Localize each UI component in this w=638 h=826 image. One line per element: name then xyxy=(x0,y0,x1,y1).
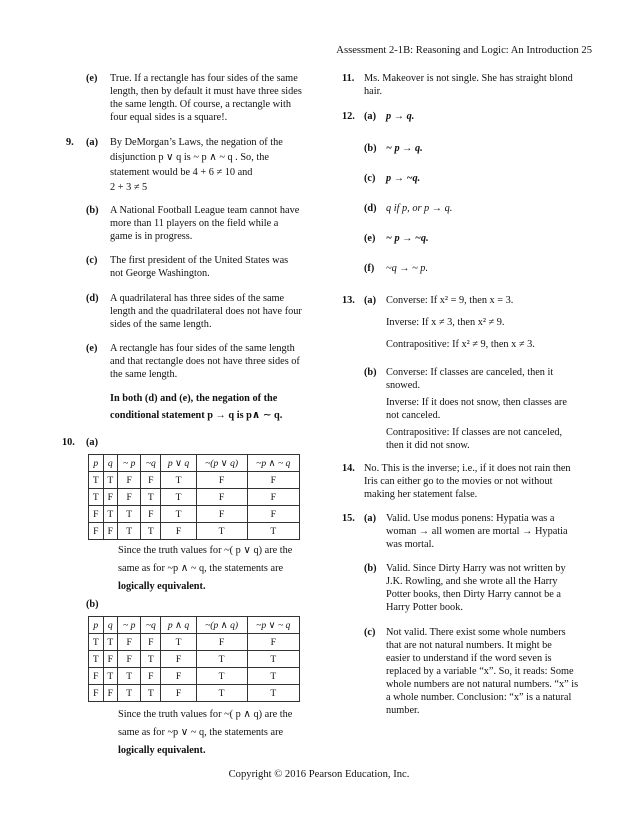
answer-10a-text xyxy=(118,544,318,593)
answer-8e xyxy=(110,72,310,124)
table-cell: F xyxy=(161,685,196,702)
inverse-line: Inverse: If x ≠ 3, then x² ≠ 9. xyxy=(386,317,505,328)
table-cell: F xyxy=(161,668,196,685)
table-cell: F xyxy=(118,651,141,668)
item-label-15c: (c) xyxy=(364,627,376,638)
text-line: woman → all women are mortal → Hypatia xyxy=(386,526,568,537)
table-cell: F xyxy=(141,668,161,685)
table-row xyxy=(89,634,300,651)
answer-12d: q if p, or p → q. xyxy=(386,203,453,214)
item-label-13a: (a) xyxy=(364,295,377,306)
table-cell: T xyxy=(103,668,118,685)
text-line: same as for ~p ∧ ~ q, the statements are xyxy=(118,563,284,574)
table-cell: ~ p xyxy=(118,455,141,472)
text-line: Valid. Use modus ponens: Hypatia was a xyxy=(386,513,555,524)
answer-14 xyxy=(364,462,604,501)
answer-9b xyxy=(110,204,310,243)
text-line: Inverse: If it does not snow, then classes are xyxy=(386,397,567,408)
table-cell: F xyxy=(89,523,104,540)
question-number-11: 11. xyxy=(342,73,355,84)
text-line: logically equivalent. xyxy=(118,581,206,592)
text-line: easier to understand if the word seven is xyxy=(386,653,552,664)
item-label-10b: (b) xyxy=(86,599,99,610)
text-line: and that rectangle does not have three sides of xyxy=(110,356,300,367)
item-label-12c: (c) xyxy=(364,173,376,184)
table-cell: ~ p xyxy=(118,617,141,634)
table-row xyxy=(89,668,300,685)
contrapositive-line: Contrapositive: If x² ≠ 9, then x ≠ 3. xyxy=(386,339,535,350)
answer-12c: p → ~q. xyxy=(386,173,421,184)
table-cell: T xyxy=(247,685,300,702)
table-cell: q xyxy=(103,617,118,634)
text-line: J.K. Rowling, and she wrote all the Harry xyxy=(386,576,558,587)
table-cell: F xyxy=(103,523,118,540)
table-cell: T xyxy=(118,523,141,540)
table-row xyxy=(89,651,300,668)
both-d-e-note xyxy=(110,392,320,422)
table-cell: T xyxy=(196,523,247,540)
table-cell: F xyxy=(161,523,196,540)
table-cell: F xyxy=(103,651,118,668)
table-cell: F xyxy=(247,489,300,506)
table-cell: F xyxy=(89,685,104,702)
text-line: statement would be 4 + 6 ≠ 10 and xyxy=(110,167,253,178)
question-number-9: 9. xyxy=(66,137,74,148)
item-label-12d: (d) xyxy=(364,203,377,214)
question-number-15: 15. xyxy=(342,513,355,524)
table-header-row xyxy=(89,455,300,472)
table-cell: F xyxy=(247,506,300,523)
item-label-9b: (b) xyxy=(86,205,99,216)
answer-9c xyxy=(110,254,310,280)
answer-10b-text xyxy=(118,708,318,757)
table-cell: T xyxy=(141,685,161,702)
truth-table-a xyxy=(88,454,300,540)
text-line: Converse: If classes are canceled, then it xyxy=(386,367,554,378)
table-cell: T xyxy=(89,634,104,651)
item-label-13b: (b) xyxy=(364,367,377,378)
text-line: Iris can either go to the movies or not without xyxy=(364,476,553,487)
text-line: four equal sides is a square!. xyxy=(110,112,228,123)
answer-9a xyxy=(110,136,310,194)
table-cell: F xyxy=(161,651,196,668)
table-cell: T xyxy=(196,685,247,702)
text-line: same as for ~p ∨ ~ q, the statements are xyxy=(118,727,284,738)
table-cell: T xyxy=(89,472,104,489)
text-line: disjunction p ∨ q is ~ p ∧ ~ q . So, the xyxy=(110,152,269,163)
item-label-12e: (e) xyxy=(364,233,376,244)
page-footer: Copyright © 2016 Pearson Education, Inc. xyxy=(228,769,410,780)
table-cell: T xyxy=(247,651,300,668)
converse-line: Converse: If x² = 9, then x = 3. xyxy=(386,295,514,306)
text-line: Potter books, then Dirty Harry cannot be a xyxy=(386,589,562,600)
table-cell: F xyxy=(89,668,104,685)
text-line: length and the quadrilateral does not have four xyxy=(110,306,302,317)
question-number-10: 10. xyxy=(62,437,75,448)
table-cell: F xyxy=(118,489,141,506)
table-cell: T xyxy=(103,506,118,523)
answer-9d xyxy=(110,292,310,331)
table-cell: ~(p ∧ q) xyxy=(196,617,247,634)
item-label-12a: (a) xyxy=(364,111,377,122)
text-line: replaced by a variable “x”. So, it reads: Some xyxy=(386,666,574,677)
table-row xyxy=(89,685,300,702)
table-cell: T xyxy=(196,651,247,668)
text-line: the same length. xyxy=(110,369,178,380)
text-line: By DeMorgan’s Laws, the negation of the xyxy=(110,137,283,148)
answer-12b: ~ p → q. xyxy=(386,143,423,154)
table-cell: ~p ∧ ~ q xyxy=(247,455,300,472)
text-line: whole numbers are not natural numbers. “x” is xyxy=(386,679,579,690)
table-row xyxy=(89,489,300,506)
table-cell: T xyxy=(118,506,141,523)
item-label-12f: (f) xyxy=(364,263,375,274)
table-cell: T xyxy=(196,668,247,685)
item-label-9d: (d) xyxy=(86,293,99,304)
table-cell: F xyxy=(103,489,118,506)
table-cell: F xyxy=(196,634,247,651)
question-number-14: 14. xyxy=(342,463,355,474)
text-line: No. This is the inverse; i.e., if it does not rain then xyxy=(364,463,571,474)
table-cell: F xyxy=(141,634,161,651)
text-line: Not valid. There exist some whole numbers xyxy=(386,627,566,638)
answer-12a: p → q. xyxy=(386,111,415,122)
table-cell: F xyxy=(141,472,161,489)
question-number-13: 13. xyxy=(342,295,355,306)
table-cell: F xyxy=(196,489,247,506)
table-cell: ~(p ∨ q) xyxy=(196,455,247,472)
item-label-10a: (a) xyxy=(86,437,99,448)
text-line: a whole number. Conclusion: “x” is a natural xyxy=(386,692,572,703)
text-line: True. If a rectangle has four sides of the same xyxy=(110,73,298,84)
answer-13a xyxy=(386,294,606,351)
table-cell: T xyxy=(141,523,161,540)
table-cell: ~p ∨ ~ q xyxy=(247,617,300,634)
table-cell: T xyxy=(118,685,141,702)
text-line: Valid. Since Dirty Harry was not written by xyxy=(386,563,566,574)
table-cell: F xyxy=(89,506,104,523)
text-line: The first president of the United States was xyxy=(110,255,289,266)
table-cell: T xyxy=(141,651,161,668)
text-line: 2 + 3 ≠ 5 xyxy=(110,182,148,193)
answer-11 xyxy=(364,72,594,98)
table-cell: p xyxy=(89,617,104,634)
table-cell: p ∧ q xyxy=(161,617,196,634)
text-line: logically equivalent. xyxy=(118,745,206,756)
table-cell: T xyxy=(247,523,300,540)
text-line: the same length. Of course, a rectangle with xyxy=(110,99,291,110)
text-line: game is in progress. xyxy=(110,231,193,242)
table-cell: T xyxy=(161,489,196,506)
question-number-12: 12. xyxy=(342,111,355,122)
text-line: Harry Potter book. xyxy=(386,602,463,613)
text-line: not George Washington. xyxy=(110,268,210,279)
table-cell: T xyxy=(89,651,104,668)
table-row xyxy=(89,506,300,523)
answer-9e xyxy=(110,342,310,381)
table-row xyxy=(89,472,300,489)
text-line: hair. xyxy=(364,86,383,97)
table-cell: F xyxy=(103,685,118,702)
table-cell: F xyxy=(118,634,141,651)
table-cell: T xyxy=(247,668,300,685)
item-label-15b: (b) xyxy=(364,563,377,574)
table-cell: q xyxy=(103,455,118,472)
item-label-12b: (b) xyxy=(364,143,377,154)
text-line: length, then by default it must have three sides xyxy=(110,86,302,97)
truth-table-b xyxy=(88,616,300,702)
answer-12e: ~ p → ~q. xyxy=(386,233,429,244)
table-cell: T xyxy=(103,472,118,489)
table-cell: F xyxy=(118,472,141,489)
text-line: then it did not snow. xyxy=(386,440,470,451)
text-line: conditional statement p → q is p∧ ∼ q. xyxy=(110,410,283,421)
text-line: A rectangle has four sides of the same length xyxy=(110,343,295,354)
text-line: making her statement false. xyxy=(364,489,478,500)
text-line: that are not natural numbers. It might be xyxy=(386,640,552,651)
table-cell: p xyxy=(89,455,104,472)
page-header: Assessment 2-1B: Reasoning and Logic: An Introduction 25 xyxy=(336,45,592,56)
text-line: Contrapositive: If classes are not canceled, xyxy=(386,427,563,438)
answer-13b xyxy=(386,366,606,452)
item-label-9a: (a) xyxy=(86,137,99,148)
text-line: number. xyxy=(386,705,420,716)
text-line: was mortal. xyxy=(386,539,435,550)
table-cell: T xyxy=(141,489,161,506)
item-label-15a: (a) xyxy=(364,513,377,524)
text-line: Ms. Makeover is not single. She has straight blond xyxy=(364,73,573,84)
item-label-9c: (c) xyxy=(86,255,98,266)
text-line: A quadrilateral has three sides of the same xyxy=(110,293,285,304)
table-header-row xyxy=(89,617,300,634)
table-cell: F xyxy=(196,506,247,523)
text-line: snowed. xyxy=(386,380,421,391)
answer-15b xyxy=(386,562,606,614)
table-cell: T xyxy=(161,634,196,651)
answer-12f: ~q → ~ p. xyxy=(386,263,429,274)
table-row xyxy=(89,523,300,540)
table-cell: F xyxy=(141,506,161,523)
table-cell: ~q xyxy=(141,617,161,634)
text-line: not canceled. xyxy=(386,410,441,421)
text-line: In both (d) and (e), the negation of the xyxy=(110,393,278,404)
text-line: more than 11 players on the field while a xyxy=(110,218,279,229)
table-cell: T xyxy=(161,472,196,489)
table-cell: T xyxy=(89,489,104,506)
table-cell: F xyxy=(196,472,247,489)
table-cell: T xyxy=(103,634,118,651)
text-line: sides of the same length. xyxy=(110,319,212,330)
answer-15a xyxy=(386,512,606,551)
table-cell: p ∨ q xyxy=(161,455,196,472)
table-cell: T xyxy=(161,506,196,523)
table-cell: T xyxy=(118,668,141,685)
table-cell: F xyxy=(247,634,300,651)
text-line: A National Football League team cannot have xyxy=(110,205,300,216)
table-cell: ~q xyxy=(141,455,161,472)
text-line: Since the truth values for ~( p ∧ q) are the xyxy=(118,709,293,720)
text-line: Since the truth values for ~( p ∨ q) are the xyxy=(118,545,293,556)
item-label-9e: (e) xyxy=(86,343,98,354)
table-cell: F xyxy=(247,472,300,489)
item-label-e: (e) xyxy=(86,73,98,84)
answer-15c xyxy=(386,626,612,717)
